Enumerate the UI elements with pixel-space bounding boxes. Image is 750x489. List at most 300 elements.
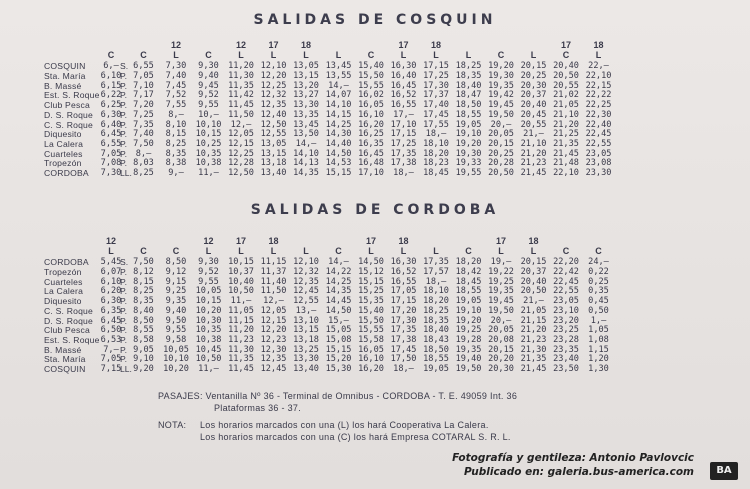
departure-time: 23,30 xyxy=(585,167,612,178)
departure-time: 7,17 xyxy=(133,90,154,101)
departure-time: 11,30 xyxy=(228,71,254,82)
departure-time: 1,— xyxy=(590,315,607,326)
nota-line-l: Los horarios marcados con una (L) los hará Cooperativa La Calera. xyxy=(200,420,489,430)
stop-name: Est. S. Roque xyxy=(44,90,100,101)
departure-time: 17,25 xyxy=(390,138,417,149)
departure-time: 6,40 xyxy=(100,119,122,130)
stop-type: P. xyxy=(120,296,128,307)
stop-name: Cuarteles xyxy=(44,148,83,159)
carrier-code: C xyxy=(562,49,570,60)
departure-time: 19,35 xyxy=(455,344,482,355)
departure-time: 21,23 xyxy=(520,334,547,345)
departure-time: 12,55 xyxy=(293,296,319,307)
departure-time: 8,38 xyxy=(165,158,187,169)
departure-time: 14,— xyxy=(328,257,349,268)
departure-time: 12,55 xyxy=(260,129,287,140)
departure-time: 21,30 xyxy=(520,344,547,355)
departure-time: 18,35 xyxy=(455,71,482,82)
departure-time: 8,— xyxy=(168,109,184,120)
departure-time: 21,48 xyxy=(553,158,579,169)
departure-time: 10,38 xyxy=(195,334,222,345)
departure-time: 9,55 xyxy=(198,100,219,111)
departure-time: 22,55 xyxy=(585,138,612,149)
carrier-code: L xyxy=(400,49,407,60)
carrier-code: L xyxy=(530,245,537,256)
stop-name: Tropezón xyxy=(44,158,82,169)
stop-name: B. Massé xyxy=(44,344,82,355)
departure-time: 17,35 xyxy=(423,257,449,268)
departure-time: 6,10 xyxy=(100,71,122,82)
departure-time: 8,15 xyxy=(165,129,187,140)
departure-time: 13,15 xyxy=(260,148,287,159)
departure-time: 22,30 xyxy=(585,109,612,120)
carrier-code: C xyxy=(497,49,505,60)
departure-time: 12,10 xyxy=(293,257,319,268)
departure-time: 8,50 xyxy=(133,315,154,326)
departure-time: 12,20 xyxy=(260,71,287,82)
publication-credit: Publicado en: galeria.bus-america.com xyxy=(463,466,694,478)
departure-time: 23,10 xyxy=(553,305,579,316)
departure-time: 11,50 xyxy=(260,286,287,297)
stop-type: P. xyxy=(120,334,128,345)
hour-mark: 18 xyxy=(300,40,311,50)
departure-time: 15,50 xyxy=(358,71,384,82)
departure-time: 18,40 xyxy=(423,325,449,336)
departure-time: 19,30 xyxy=(455,148,482,159)
departure-time: 18,— xyxy=(393,167,414,178)
departure-time: 22,10 xyxy=(553,167,579,178)
departure-time: 18,40 xyxy=(455,80,482,91)
departure-time: 20,40 xyxy=(520,100,547,111)
departure-time: 20,30 xyxy=(488,363,514,374)
departure-time: 7,40 xyxy=(133,129,154,140)
departure-time: 18,55 xyxy=(423,354,449,365)
departure-time: 14,— xyxy=(328,80,349,91)
departure-time: 13,45 xyxy=(325,61,352,72)
departure-time: 12,05 xyxy=(260,305,287,316)
departure-time: 21,15 xyxy=(520,315,547,326)
stop-name: Diquesito xyxy=(44,296,82,307)
departure-time: 11,35 xyxy=(228,80,254,91)
departure-time: 15,25 xyxy=(358,286,384,297)
departure-time: 0,50 xyxy=(588,305,609,316)
hour-mark: 17 xyxy=(268,40,279,50)
departure-time: 23,28 xyxy=(553,334,579,345)
departure-time: 15,58 xyxy=(358,334,384,345)
carrier-code: L xyxy=(238,245,244,256)
departure-time: 17,10 xyxy=(390,119,417,130)
departure-time: 13,25 xyxy=(293,344,319,355)
carrier-code: L xyxy=(368,245,374,256)
departure-time: 18,20 xyxy=(455,257,482,268)
departure-time: 16,55 xyxy=(390,100,417,111)
departure-time: 12,35 xyxy=(260,354,287,365)
departure-time: 19,20 xyxy=(488,61,514,72)
departure-time: 20,15 xyxy=(488,138,514,149)
departure-time: 17,35 xyxy=(390,148,417,159)
carrier-code: C xyxy=(107,49,115,60)
departure-time: 20,50 xyxy=(488,167,514,178)
departure-time: 16,55 xyxy=(390,276,417,287)
departure-time: 15,15 xyxy=(325,167,352,178)
departure-time: 19,30 xyxy=(488,71,514,82)
departure-time: 12,15 xyxy=(228,138,254,149)
departure-time: 21,20 xyxy=(520,148,547,159)
departure-time: 9,40 xyxy=(198,71,219,82)
departure-time: 16,02 xyxy=(358,90,384,101)
departure-time: 9,25 xyxy=(165,286,187,297)
stop-name: Club Pesca xyxy=(44,325,90,336)
departure-time: 10,25 xyxy=(195,138,222,149)
carrier-code: L xyxy=(303,49,309,60)
departure-time: 18,43 xyxy=(423,334,449,345)
departure-time: 18,55 xyxy=(455,109,482,120)
departure-time: 11,20 xyxy=(228,325,254,336)
departure-time: 21,10 xyxy=(520,138,547,149)
departure-time: 21,02 xyxy=(553,90,579,101)
departure-time: 10,40 xyxy=(228,276,254,287)
departure-time: 9,55 xyxy=(198,276,219,287)
stop-name: Tropezón xyxy=(44,267,82,278)
departure-time: 10,38 xyxy=(195,158,222,169)
departure-time: 19,45 xyxy=(488,296,514,307)
departure-time: 10,50 xyxy=(195,354,222,365)
departure-time: 9,58 xyxy=(165,334,187,345)
departure-time: 14,50 xyxy=(325,305,352,316)
departure-time: 10,15 xyxy=(228,257,254,268)
carrier-code: L xyxy=(270,49,277,60)
departure-time: 13,10 xyxy=(293,315,319,326)
departure-time: 14,35 xyxy=(293,167,319,178)
stop-name: COSQUIN xyxy=(44,61,86,72)
departure-time: 14,35 xyxy=(325,286,352,297)
departure-time: 22,20 xyxy=(553,257,579,268)
departure-time: 14,25 xyxy=(325,276,352,287)
departure-time: 18,25 xyxy=(455,61,482,72)
departure-time: 19,55 xyxy=(455,167,482,178)
carrier-code: C xyxy=(140,49,147,60)
departure-time: 23,20 xyxy=(553,315,579,326)
departure-time: 12,45 xyxy=(260,363,287,374)
departure-time: 15,20 xyxy=(325,354,352,365)
departure-time: 15,15 xyxy=(325,344,352,355)
departure-time: 16,30 xyxy=(390,257,417,268)
carrier-code: L xyxy=(108,245,114,256)
carrier-code: C xyxy=(595,245,602,256)
departure-time: 7,25 xyxy=(133,109,154,120)
stop-name: D. S. Roque xyxy=(44,315,94,326)
departure-time: 22,55 xyxy=(553,286,579,297)
departure-time: 13,40 xyxy=(260,167,287,178)
departure-time: 18,10 xyxy=(423,138,449,149)
departure-time: 13,20 xyxy=(293,80,319,91)
departure-time: 14,13 xyxy=(293,158,319,169)
departure-time: 12,— xyxy=(230,119,252,130)
departure-time: 23,05 xyxy=(585,148,612,159)
departure-time: 6,15 xyxy=(100,80,122,91)
nota-line-c: Los horarios marcados con una (C) los hará Empresa COTARAL S. R. L. xyxy=(200,432,511,442)
departure-time: 12,50 xyxy=(260,119,287,130)
departure-time: 17,30 xyxy=(390,315,417,326)
departure-time: 12,25 xyxy=(228,148,254,159)
section-title-cordoba: SALIDAS DE CORDOBA xyxy=(250,202,500,218)
departure-time: 16,25 xyxy=(358,129,384,140)
departure-time: 20,15 xyxy=(488,344,514,355)
departure-time: 6,35 xyxy=(100,305,122,316)
departure-time: 20,— xyxy=(490,119,512,130)
stop-name: La Calera xyxy=(44,138,84,149)
departure-time: 12,50 xyxy=(228,167,254,178)
departure-time: 7,40 xyxy=(165,71,187,82)
pasajes-platforms: Plataformas 36 - 37. xyxy=(214,403,302,413)
departure-time: 20,15 xyxy=(520,61,547,72)
departure-time: 12,15 xyxy=(260,315,287,326)
departure-time: 23,50 xyxy=(553,363,579,374)
stop-type: P. xyxy=(120,267,128,278)
departure-time: 20,05 xyxy=(488,129,514,140)
departure-time: 14,— xyxy=(295,138,317,149)
stop-name: La Calera xyxy=(44,286,84,297)
departure-time: 19,40 xyxy=(455,354,482,365)
departure-time: 10,45 xyxy=(195,344,222,355)
departure-time: 18,35 xyxy=(423,315,449,326)
departure-time: 1,15 xyxy=(588,344,609,355)
departure-time: 14,10 xyxy=(293,148,319,159)
departure-time: 11,15 xyxy=(260,257,287,268)
carrier-code: C xyxy=(465,245,472,256)
departure-time: 16,20 xyxy=(358,363,384,374)
stop-name: Cuarteles xyxy=(44,276,83,287)
photo-credit: Fotografía y gentileza: Antonio Pavlovcic xyxy=(452,452,694,464)
departure-time: 17,55 xyxy=(423,119,449,130)
departure-time: 16,05 xyxy=(358,100,384,111)
departure-time: 12,32 xyxy=(260,90,287,101)
departure-time: 17,57 xyxy=(423,267,449,278)
stop-type: P. xyxy=(120,100,128,111)
hour-mark: 18 xyxy=(430,40,441,50)
departure-time: 6,25 xyxy=(100,100,122,111)
departure-time: 7,45 xyxy=(165,80,187,91)
departure-time: 21,05 xyxy=(553,100,579,111)
departure-time: 23,35 xyxy=(553,344,579,355)
departure-time: 11,— xyxy=(198,167,219,178)
departure-time: 11,— xyxy=(198,363,219,374)
departure-time: 21,25 xyxy=(553,129,579,140)
departure-time: 21,45 xyxy=(520,363,547,374)
departure-time: 15,12 xyxy=(358,267,384,278)
departure-time: 16,35 xyxy=(358,138,384,149)
departure-time: 18,50 xyxy=(455,100,482,111)
departure-time: 9,05 xyxy=(133,344,154,355)
departure-time: 7,20 xyxy=(133,100,154,111)
departure-time: 11,35 xyxy=(228,354,254,365)
departure-time: 14,50 xyxy=(358,257,384,268)
stop-type: P. xyxy=(120,129,128,140)
departure-time: 19,10 xyxy=(455,129,482,140)
departure-time: 8,12 xyxy=(133,267,154,278)
departure-time: 1,05 xyxy=(588,325,609,336)
departure-time: 17,— xyxy=(393,109,414,120)
departure-time: 10,10 xyxy=(163,354,189,365)
departure-time: 22,42 xyxy=(553,267,579,278)
departure-time: 15,30 xyxy=(325,363,352,374)
hour-mark: 17 xyxy=(398,40,409,50)
departure-time: 10,15 xyxy=(195,296,222,307)
carrier-code: C xyxy=(205,49,212,60)
departure-time: 0,35 xyxy=(588,286,609,297)
departure-time: 13,15 xyxy=(293,71,319,82)
departure-time: 20,20 xyxy=(488,354,514,365)
departure-time: 21,— xyxy=(523,296,544,307)
departure-time: 21,45 xyxy=(520,167,547,178)
departure-time: 13,15 xyxy=(293,325,319,336)
departure-time: 1,20 xyxy=(588,354,609,365)
hour-mark: 18 xyxy=(528,236,539,246)
departure-time: 20,— xyxy=(490,315,512,326)
carrier-code: L xyxy=(173,49,179,60)
departure-time: 7,30 xyxy=(165,61,187,72)
departure-time: 19,50 xyxy=(488,109,514,120)
departure-time: 11,45 xyxy=(228,100,254,111)
hour-mark: 18 xyxy=(398,236,409,246)
departure-time: 9,— xyxy=(168,167,184,178)
departure-time: 18,55 xyxy=(455,286,482,297)
departure-time: 19,05 xyxy=(423,363,449,374)
departure-time: 11,05 xyxy=(228,305,254,316)
departure-time: 14,45 xyxy=(325,296,352,307)
stop-type: S. xyxy=(120,257,129,268)
departure-time: 6,55 xyxy=(133,61,154,72)
stop-type: P. xyxy=(120,315,128,326)
departure-time: 11,30 xyxy=(228,344,254,355)
stop-type: P. xyxy=(120,354,128,365)
departure-time: 10,20 xyxy=(163,363,189,374)
departure-time: 19,05 xyxy=(455,119,482,130)
departure-time: 8,15 xyxy=(133,276,154,287)
departure-time: 7,52 xyxy=(165,90,187,101)
departure-time: 24,— xyxy=(588,257,609,268)
departure-time: 8,55 xyxy=(133,325,154,336)
departure-time: 22,45 xyxy=(553,276,579,287)
departure-time: 6,50 xyxy=(100,325,122,336)
departure-time: 7,05 xyxy=(100,148,122,159)
departure-time: 8,10 xyxy=(165,119,187,130)
carrier-code: L xyxy=(433,245,439,256)
departure-time: 15,40 xyxy=(358,61,384,72)
departure-time: 8,40 xyxy=(133,305,154,316)
departure-time: 17,38 xyxy=(390,158,417,169)
stop-type: P. xyxy=(120,71,128,82)
departure-time: 14,30 xyxy=(325,129,352,140)
departure-time: 17,38 xyxy=(390,334,417,345)
departure-time: 20,30 xyxy=(520,80,547,91)
departure-time: 17,45 xyxy=(390,344,417,355)
departure-time: 12,35 xyxy=(293,276,319,287)
departure-time: 12,20 xyxy=(260,325,287,336)
departure-time: 20,50 xyxy=(553,71,579,82)
hour-mark: 12 xyxy=(170,40,181,50)
nota-label: NOTA: xyxy=(158,420,187,430)
carrier-code: C xyxy=(140,245,147,256)
departure-time: 9,50 xyxy=(165,315,187,326)
departure-time: 21,35 xyxy=(553,138,579,149)
departure-time: 12,40 xyxy=(260,109,287,120)
departure-time: 18,45 xyxy=(423,167,449,178)
departure-time: 20,05 xyxy=(488,325,514,336)
departure-time: 5,45 xyxy=(100,257,122,268)
departure-time: 13,18 xyxy=(260,158,287,169)
departure-time: 10,05 xyxy=(163,344,189,355)
departure-time: 16,52 xyxy=(390,90,417,101)
departure-time: 11,40 xyxy=(260,276,287,287)
departure-time: 15,08 xyxy=(325,334,352,345)
hour-mark: 18 xyxy=(268,236,279,246)
departure-time: 16,40 xyxy=(390,71,417,82)
departure-time: 6,45 xyxy=(100,315,122,326)
departure-time: 17,25 xyxy=(423,71,449,82)
carrier-code: L xyxy=(303,245,309,256)
departure-time: 17,15 xyxy=(423,61,449,72)
departure-time: 21,20 xyxy=(553,119,579,130)
departure-time: 8,50 xyxy=(165,257,187,268)
departure-time: 6,07 xyxy=(100,267,122,278)
departure-time: 23,08 xyxy=(585,158,612,169)
departure-time: 18,23 xyxy=(423,158,449,169)
departure-time: 12,23 xyxy=(260,334,287,345)
departure-time: 15,15 xyxy=(358,276,384,287)
carrier-code: C xyxy=(172,245,180,256)
departure-time: 17,15 xyxy=(390,129,417,140)
departure-time: 7,50 xyxy=(133,257,154,268)
stop-name: C. S. Roque xyxy=(44,305,94,316)
departure-time: 6,53 xyxy=(100,334,122,345)
departure-time: 19,33 xyxy=(455,158,482,169)
departure-time: 19,50 xyxy=(455,363,482,374)
departure-time: 6,30 xyxy=(100,109,122,120)
departure-time: 17,37 xyxy=(423,90,449,101)
departure-time: 12,32 xyxy=(293,267,319,278)
carrier-code: L xyxy=(238,49,244,60)
departure-time: 18,20 xyxy=(423,296,449,307)
departure-time: 18,— xyxy=(393,363,414,374)
departure-time: 13,05 xyxy=(293,61,319,72)
carrier-code: L xyxy=(433,49,439,60)
departure-time: 10,20 xyxy=(195,305,222,316)
stop-name: D. S. Roque xyxy=(44,109,94,120)
departure-time: 10,— xyxy=(198,109,219,120)
departure-time: 20,40 xyxy=(520,276,547,287)
hour-mark: 12 xyxy=(105,236,116,246)
carrier-code: C xyxy=(335,245,342,256)
departure-time: 10,35 xyxy=(195,148,222,159)
departure-time: 6,55 xyxy=(100,138,122,149)
departure-time: 21,10 xyxy=(553,109,579,120)
departure-time: 19,— xyxy=(490,257,512,268)
departure-time: 18,25 xyxy=(423,305,449,316)
stop-name: COSQUIN xyxy=(44,363,86,374)
carrier-code: L xyxy=(205,245,212,256)
section-title-cosquin: SALIDAS DE COSQUIN xyxy=(253,12,497,28)
departure-time: 10,30 xyxy=(195,315,222,326)
stop-type: P. xyxy=(120,276,128,287)
departure-time: 11,42 xyxy=(228,90,254,101)
departure-time: 18,42 xyxy=(455,267,482,278)
departure-time: 13,45 xyxy=(293,119,319,130)
hour-mark: 17 xyxy=(495,236,506,246)
stop-name: CORDOBA xyxy=(44,167,89,178)
departure-time: 21,— xyxy=(523,129,544,140)
hour-mark: 17 xyxy=(235,236,246,246)
